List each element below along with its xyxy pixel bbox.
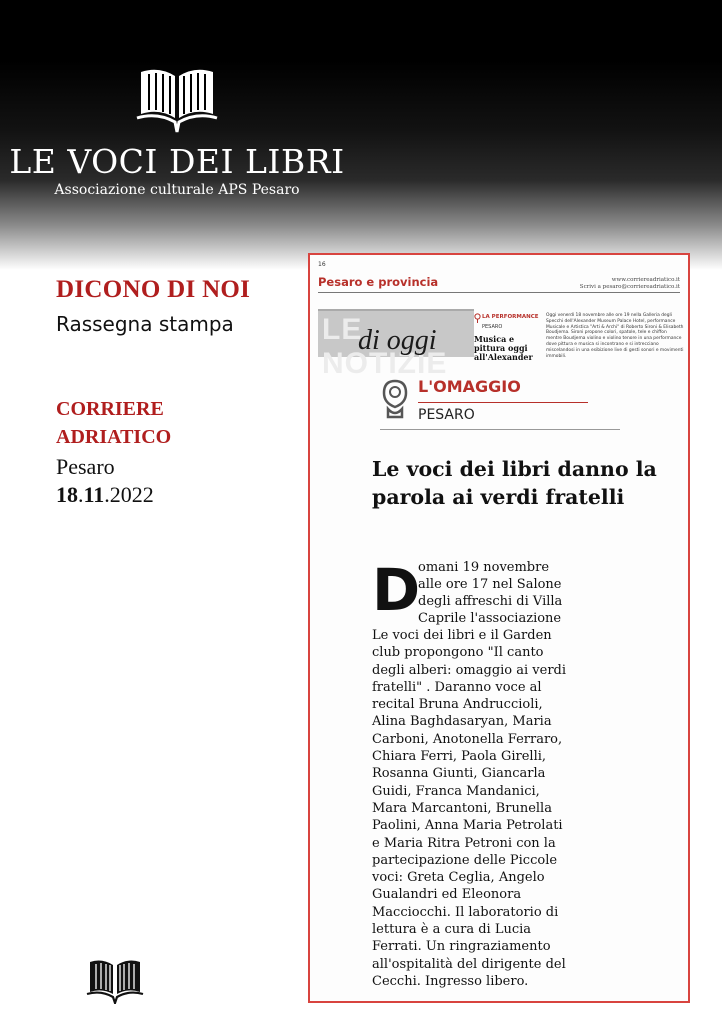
performance-text: Oggi venerdì 18 novembre alle ore 19 nella Galleria degli Specchi dell'Alexander Museum Palace Hotel, performance Musicale e Artistica "Arti & Archi" di Roberto Sironi & Elisabeth Boudjema. Sironi propone colori, spatole, tele e chiffon mentre Boudjema violino e violino tenore in una performance dove pittura e musica si incontrano e si intrecciano miscelandosi in una esibizione live di gesti sonori e movimenti immobili. xyxy=(546,313,684,359)
article-kicker: L'OMAGGIO xyxy=(418,377,521,396)
banner-small-text: di oggi xyxy=(358,325,437,356)
source-name-line1: CORRIERE xyxy=(56,398,164,420)
newspaper-site xyxy=(580,277,680,291)
footer-book-icon xyxy=(86,956,144,1004)
performance-title: Musica e pittura oggi all'Alexander xyxy=(474,334,533,362)
brand-name: LE VOCI DEI LIBRI xyxy=(9,142,345,181)
banner-big-text: LE NOTIZIE xyxy=(322,313,448,380)
source-date xyxy=(56,482,154,508)
source-city: Pesaro xyxy=(56,454,115,479)
source-name-line2: ADRIATICO xyxy=(56,426,172,448)
brand-subtitle: Associazione culturale APS Pesaro xyxy=(54,182,300,198)
performance-tag: LA PERFORMANCE xyxy=(482,314,539,320)
section-rule xyxy=(318,292,680,293)
site-url: www.corriereadriatico.it xyxy=(611,277,680,283)
notizie-banner xyxy=(318,309,474,380)
open-book-icon xyxy=(135,62,219,134)
tribute-icon xyxy=(380,377,410,421)
article-city: PESARO xyxy=(418,407,475,423)
date-day: 18 xyxy=(56,482,78,507)
performance-icon xyxy=(474,313,481,323)
date-sep: . xyxy=(78,482,84,507)
kicker-rule xyxy=(418,402,588,403)
page-number: 16 xyxy=(318,261,326,268)
date-year: .2022 xyxy=(104,482,154,507)
section-title: Pesaro e provincia xyxy=(318,275,439,289)
page-heading: DICONO DI NOI xyxy=(56,276,251,303)
performance-city: PESARO xyxy=(482,324,503,330)
site-email: Scrivi a pesaro@corriereadriatico.it xyxy=(579,284,680,290)
article-headline: Le voci dei libri danno la parola ai verdi fratelli xyxy=(372,457,657,509)
date-month: 11 xyxy=(83,482,105,507)
header-band xyxy=(0,0,722,270)
article-body: Le voci dei libri e il Garden club propongono "Il canto degli alberi: omaggio ai verdi fratelli" . Daranno voce al recital Bruna Andruccioli, Alina Baghdasaryan, Maria Carboni, Anotonella Ferraro, Chiara Ferri, Paola Girelli, Rosanna Giunti, Giancarla Guidi, Franca Mandanici, Mara Marcantoni, Brunella Paolini, Anna Maria Petrolati e Maria Ritra Petroni con la partecipazione delle Piccole voci: Greta Ceglia, Angelo Gualandri ed Eleonora Macciocchi. Il laboratorio di lettura è a cura di Lucia Ferrati. Un ringraziamento all'ospitalità del dirigente del Cecchi. Ingresso libero. xyxy=(372,628,567,989)
newspaper-clipping xyxy=(308,253,690,1003)
article-body-intro: omani 19 novembre alle ore 17 nel Salone degli affreschi di Villa Caprile l'associazione xyxy=(418,560,563,626)
page-subheading: Rassegna stampa xyxy=(56,312,234,336)
kicker-bottom-rule xyxy=(380,429,620,430)
drop-cap: D xyxy=(372,556,421,624)
